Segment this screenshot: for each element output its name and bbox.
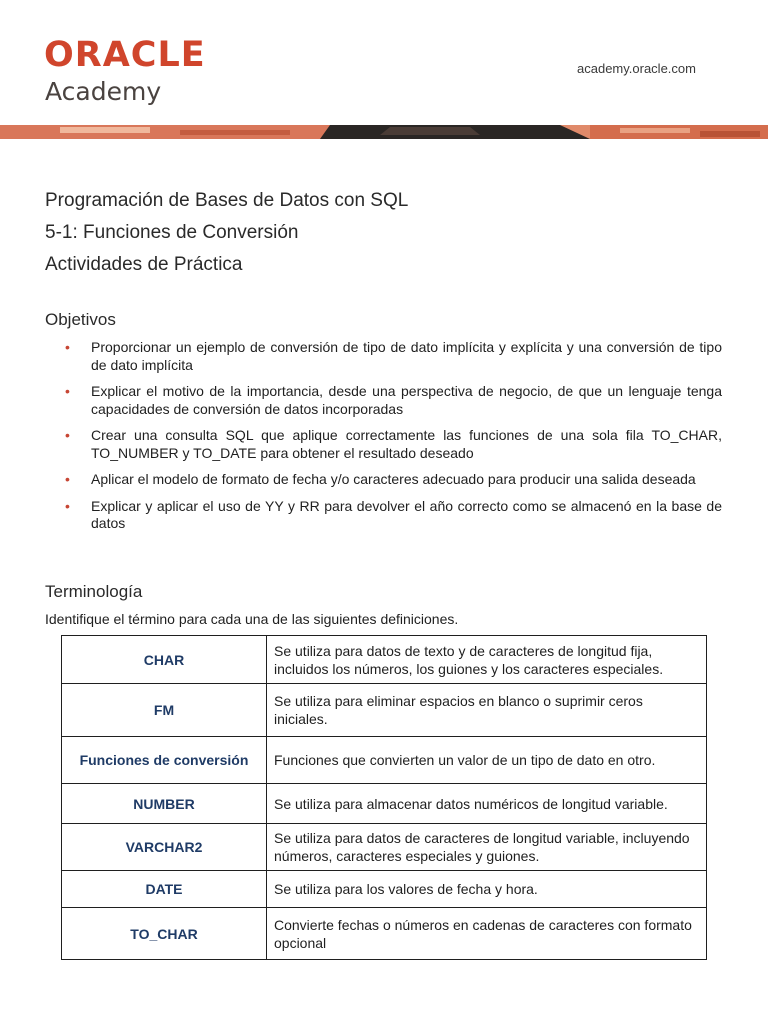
table-row	[62, 636, 707, 684]
decorative-banner	[0, 125, 768, 139]
term-cell: NUMBER	[62, 784, 267, 824]
bullet-icon: •	[65, 427, 70, 443]
table-row	[62, 871, 707, 908]
term-cell: CHAR	[62, 636, 267, 684]
terminology-table	[61, 635, 707, 960]
term-cell: TO_CHAR	[62, 908, 267, 960]
objective-item: • Proporcionar un ejemplo de conversión de tipo de dato implícita y explícita y una conversión de tipo de dato implícita	[65, 339, 722, 373]
table-row	[62, 908, 707, 960]
objective-item: • Explicar el motivo de la importancia, desde una perspectiva de negocio, de que un lenguaje tenga capacidades de conversión de datos incorporadas	[65, 383, 722, 417]
table-row	[62, 784, 707, 824]
terminology-intro: Identifique el término para cada una de las siguientes definiciones.	[45, 611, 459, 627]
definition-cell: Se utiliza para eliminar espacios en blanco o suprimir ceros iniciales.	[267, 684, 707, 737]
definition-cell: Se utiliza para almacenar datos numéricos de longitud variable.	[267, 784, 707, 824]
objective-item: • Explicar y aplicar el uso de YY y RR para devolver el año correcto como se almacenó en la base de datos	[65, 497, 722, 531]
term-cell: FM	[62, 684, 267, 737]
oracle-logo: ORACLE	[44, 35, 206, 75]
bullet-icon: •	[65, 471, 70, 487]
table-row	[62, 684, 707, 737]
academy-logo-text: Academy	[45, 77, 162, 106]
terminology-heading: Terminología	[45, 582, 143, 601]
objectives-list	[65, 339, 722, 542]
objective-item: • Aplicar el modelo de formato de fecha y/o caracteres adecuado para producir una salida deseada	[65, 471, 696, 487]
bullet-icon: •	[65, 383, 70, 399]
activity-title: Actividades de Práctica	[45, 254, 243, 275]
objectives-heading: Objetivos	[45, 310, 116, 329]
definition-cell: Convierte fechas o números en cadenas de caracteres con formato opcional	[267, 908, 707, 960]
course-title: Programación de Bases de Datos con SQL	[45, 190, 409, 211]
definition-cell: Se utiliza para datos de caracteres de longitud variable, incluyendo números, caracteres especiales y guiones.	[267, 824, 707, 871]
page-header	[0, 0, 768, 140]
bullet-icon: •	[65, 339, 70, 355]
lesson-title: 5-1: Funciones de Conversión	[45, 222, 299, 243]
term-cell: VARCHAR2	[62, 824, 267, 871]
definition-cell: Funciones que convierten un valor de un tipo de dato en otro.	[267, 737, 707, 784]
definition-cell: Se utiliza para los valores de fecha y hora.	[267, 871, 707, 908]
table-row	[62, 824, 707, 871]
site-url: academy.oracle.com	[577, 61, 696, 76]
definition-cell: Se utiliza para datos de texto y de caracteres de longitud fija, incluidos los números, los guiones y los caracteres especiales.	[267, 636, 707, 684]
bullet-icon: •	[65, 497, 70, 514]
objective-item: • Crear una consulta SQL que aplique correctamente las funciones de una sola fila TO_CHAR, TO_NUMBER y TO_DATE para obtener el resultado deseado	[65, 427, 722, 461]
term-cell: Funciones de conversión	[62, 737, 267, 784]
term-cell: DATE	[62, 871, 267, 908]
table-row	[62, 737, 707, 784]
